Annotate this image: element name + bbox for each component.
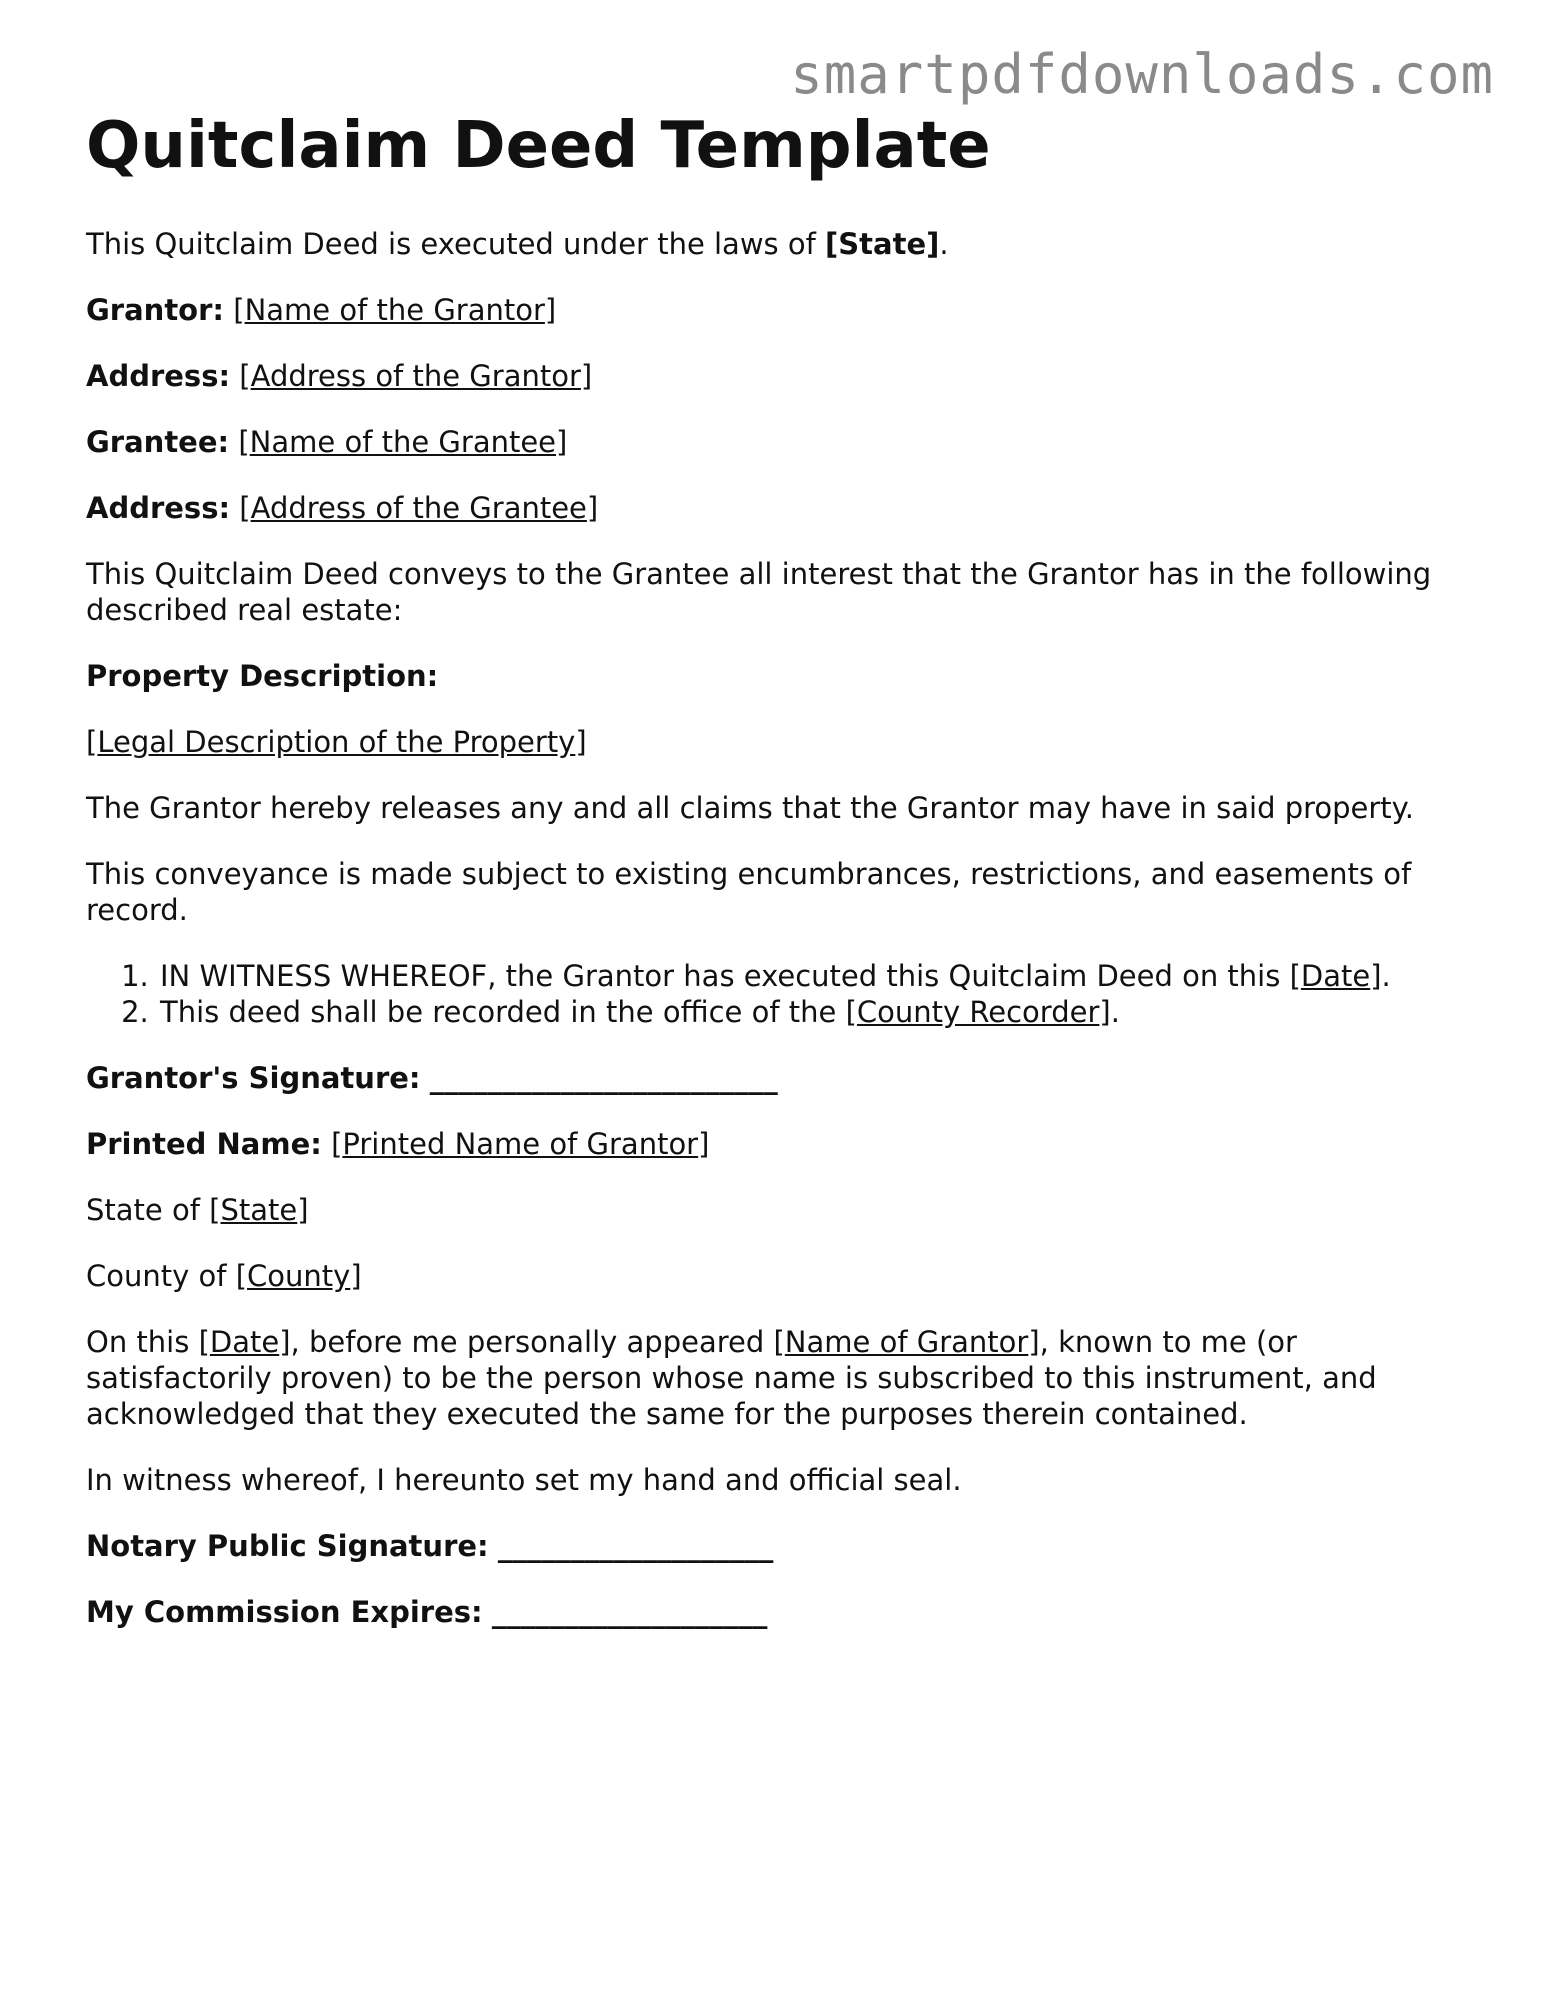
list-item: 1. IN WITNESS WHEREOF, the Grantor has executed this Quitclaim Deed on this [Date].	[158, 958, 1466, 994]
notary-signature-label: Notary Public Signature:	[86, 1529, 489, 1563]
watermark: smartpdfdownloads.com	[790, 43, 1494, 106]
property-description-line: [Legal Description of the Property]	[86, 725, 587, 759]
terms-list	[86, 958, 1466, 1030]
commission-expires-line	[86, 1594, 1466, 1630]
grantor-address-field: Address of the Grantor	[250, 359, 581, 393]
list-item-suffix: .	[1110, 995, 1120, 1029]
ack-text-2: , before me personally appeared	[290, 1325, 774, 1359]
county-of-label: County of	[86, 1259, 236, 1293]
county-recorder-field: County Recorder	[856, 995, 1100, 1029]
list-item: 2. This deed shall be recorded in the office of the [County Recorder].	[158, 994, 1466, 1030]
grantor-name-field: Name of the Grantor	[244, 293, 545, 327]
property-description-field: Legal Description of the Property	[97, 725, 576, 759]
witness-paragraph: In witness whereof, I hereunto set my hand and official seal.	[86, 1463, 962, 1497]
release-paragraph: The Grantor hereby releases any and all claims that the Grantor may have in said property.	[86, 791, 1414, 825]
document-page	[86, 106, 1466, 1660]
printed-name-field: Printed Name of Grantor	[342, 1127, 699, 1161]
list-item-text: This deed shall be recorded in the office of the	[160, 995, 846, 1029]
county-field: County	[247, 1259, 351, 1293]
intro-text: This Quitclaim Deed is executed under the laws of	[86, 227, 826, 261]
date-field: Date	[1300, 959, 1371, 993]
state-of-label: State of	[86, 1193, 210, 1227]
notary-signature-line	[86, 1528, 1466, 1564]
grantor-signature-label: Grantor's Signature:	[86, 1061, 421, 1095]
grantee-address-label: Address:	[86, 491, 231, 525]
ack-date-field: Date	[209, 1325, 280, 1359]
document-title: Quitclaim Deed Template	[86, 109, 991, 183]
grantee-address-line: Address: [Address of the Grantee]	[86, 491, 599, 525]
county-of-line: County of [County]	[86, 1259, 362, 1293]
grantor-address-line: Address: [Address of the Grantor]	[86, 359, 593, 393]
acknowledgment-paragraph: On this [Date], before me personally appeared [Name of Grantor], known to me (or satisfactorily proven) to be the person whose name is subscribed to this instrument, and acknowledged that they executed the same for the purposes therein contained.	[86, 1325, 1377, 1431]
list-item-suffix: .	[1381, 959, 1391, 993]
intro-paragraph	[86, 226, 1466, 262]
property-heading-text: Property Description:	[86, 659, 439, 693]
state-field: State	[220, 1193, 298, 1227]
grantee-label: Grantee:	[86, 425, 230, 459]
grantee-name-field: Name of the Grantee	[249, 425, 557, 459]
ack-text-3: , known to me (or satisfactorily proven) to be the person whose name is subscribed to this instrument, and acknowledged that they executed the same for the purposes therein contained.	[86, 1325, 1377, 1431]
conveys-paragraph: This Quitclaim Deed conveys to the Grantee all interest that the Grantor has in the following described real estate:	[86, 557, 1432, 627]
ack-text-1: On this	[86, 1325, 199, 1359]
grantor-label: Grantor:	[86, 293, 225, 327]
list-item-text: IN WITNESS WHEREOF, the Grantor has executed this Quitclaim Deed on this	[160, 959, 1290, 993]
notary-signature-blank: ___________________	[497, 1529, 774, 1563]
intro-suffix: .	[939, 227, 949, 261]
printed-name-label: Printed Name:	[86, 1127, 322, 1161]
state-of-line: State of [State]	[86, 1193, 309, 1227]
intro-state: [State]	[825, 227, 940, 261]
commission-expires-blank: ___________________	[491, 1595, 768, 1629]
grantor-signature-line	[86, 1060, 1466, 1096]
grantee-address-field: Address of the Grantee	[250, 491, 587, 525]
printed-name-line: Printed Name: [Printed Name of Grantor]	[86, 1127, 710, 1161]
grantor-name-line: Grantor: [Name of the Grantor]	[86, 293, 557, 327]
grantor-address-label: Address:	[86, 359, 231, 393]
grantor-signature-blank: ________________________	[429, 1061, 778, 1095]
property-heading	[86, 658, 1466, 694]
subject-paragraph: This conveyance is made subject to existing encumbrances, restrictions, and easements of record.	[86, 857, 1412, 927]
ack-name-field: Name of Grantor	[784, 1325, 1029, 1359]
grantee-name-line: Grantee: [Name of the Grantee]	[86, 425, 568, 459]
commission-expires-label: My Commission Expires:	[86, 1595, 483, 1629]
